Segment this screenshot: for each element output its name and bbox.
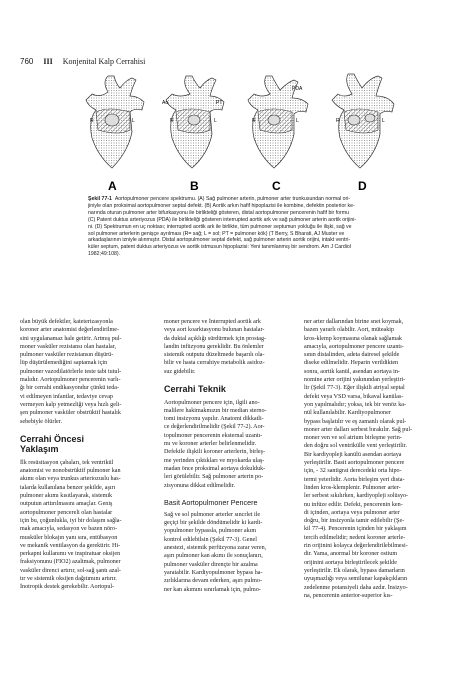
page-number: 760 [20,57,34,66]
label-ao-b: Ao [162,100,169,106]
label-l-a: L [132,118,135,124]
body-line: zedelenme potansiyeli daha azdır. İnsizyo- [304,584,408,591]
caption-line: (C) Patent duktus arteriyozus (PDA) ile birlikteliği gösteren interrupted aortik ark ve sağ pulmoner arterin aortik orijini- [88,216,357,223]
body-line: olan büyük defektler, kateterizasyonla [20,319,113,325]
body-line: yerleştirilir. Basit aortopulmoner pencere [304,460,405,467]
body-line: landin infüzyonu gereklidir. Bu önlemler [164,343,264,350]
body-line: veya aort koarktasyonu bulunan hastalar- [164,327,265,334]
aortopulmonary-window-illustration [78,72,408,192]
body-line: nominе arter orijini yakınından yerleştiri- [304,377,406,384]
body-line: moner pencere ve İnterrupted aortik ark [164,319,261,325]
section-heading: Yaklaşım [20,444,59,455]
text-column-3 [304,318,432,600]
caption-text: Aortopulmoner pencere spektrumu. (A) Sağ pulmoner arterin, pulmoner arter trunkusundan normal ori- [114,196,351,202]
body-line: ve mekanik ventilasyon da gerektirir. Hi- [20,542,121,549]
body-line: sonra, aortik kanül, asendan aortaya in- [304,368,400,375]
label-l-d: L [382,118,385,124]
body-line: sini uygulanamaz hale getirir. Artmış pul- [20,335,122,342]
body-line: moner ven ve sol atrium birleşme yerin- [304,435,402,442]
label-r-c: R [252,118,256,124]
body-line: için, - 32 santigrat derecedeki orta hipo- [304,468,402,475]
body-line: malilere hakimakmızın bir median sterno- [164,407,267,414]
body-line: ğı bir cerrahi endikasyondur çünkü teda- [20,385,119,392]
body-line: vi edilmeyen infantlar, tedaviye cevap [20,393,113,400]
body-line: geçiçi bir şekilde döndümelidir ki kardi- [164,520,263,527]
caption-line: sol pulmoner arterlerin genişçe ayrılması (R= sağ; L = sol; PT = pulmoner kök) (T Berry, S Bharati, AJ Muster ve [88,230,345,237]
body-line: nül kullanılabilir. Kardiyopulmoner [304,410,391,417]
label-r-b: R [170,118,174,124]
panel-label-b: B [190,179,199,192]
caption-line: jiniyle olan proksimal aortopulmoner septal defekt. (B) Aortik arkın hafif hipoplazisi ile kombine, defektin posterior ke- [88,202,355,209]
body-line: da duktal açıklığı sürdürmek için prostag- [164,335,267,342]
body-line: nu infüze edilir. Defekt, pencerenin ken- [304,501,403,508]
body-line: bazen yararlı olabilir. Aort, müteakip [304,327,395,334]
body-line: termi yeterlidir. Aorta birleşim yeri dista- [304,476,405,483]
body-line: na, pencerenin anterior-superior kıs- [304,592,393,599]
caption-line: küler septum, patent duktus arteriyozus ve aortik istmusun hipoplazisi: Yeni tanımlanmış bir sendrom. Am J Cardiol [88,244,351,251]
body-line: yon yapılmalıdır; yoksa, tek bir venöz ka- [304,401,407,408]
body-line: için bu, çoğunlukla, iyi bir dolaşım sağla- [20,517,122,524]
body-line: uyuşmazlığı veya semilunar kapakçıkların [304,576,408,583]
body-line: ce değerlendirilmelidir (Şekil 77-2). Aor- [164,424,265,431]
body-line: doğru, bir insizyonla tamir edilebilir (Şe- [304,518,405,525]
caption-line: arkadaşlarının izniyle alınmıştır. Distal aortopulmoner septal defekt, sağ pulmoner arterin aortik orijini, intakt ventri- [88,237,351,244]
body-line: rin orijinini kolayca değerlendirilebilmesi- [304,543,408,550]
label-r-d: R [336,118,340,124]
label-pt-b: PT [216,100,223,106]
body-line: ner arter dallarından birine snet koymak, [304,319,404,325]
panel-label-d: D [358,179,367,192]
body-line: ler serbest sıkılırken, kardiyopleji solüsyo- [304,493,409,500]
body-line: pulmoner akımı kısıtlayarak, sistemik [20,493,113,500]
body-line: defekt veya VSD varsa, bikaval kanülas- [304,393,404,400]
body-line: yerleştirilir. Ek olarak, bypass damarların [304,567,405,574]
body-line: leri görülebilir. Sağ pulmoner arterin po- [164,474,264,481]
body-line: Bir kardiyopleji kanülü asendan aortaya [304,451,402,458]
body-line: pulmoner vasküler dirençte bir azalma [164,561,258,568]
body-line: amacıyla, aortopulmoner pencere uzantı- [304,343,404,350]
heart-drawing-b [162,76,224,168]
body-line: kontrol edilebilsin (Şekil 77-3). Genel [164,536,257,543]
body-line: suz gidebilir. [164,368,196,375]
body-line: diseke edilmelidir. Heparin verildikten [304,360,399,367]
section-heading: Cerrahi Öncesi [20,433,85,444]
body-line: şen pulmoner vasküler obstrüktif hastalık [20,410,121,417]
body-line: bilir ve hasta cerrahiye metabolik asidoz- [164,360,265,367]
body-line: malıdır. Aortopulmoner pencerenin varlı- [20,377,121,384]
body-line: madan önce proksimal aortaya dokulduk- [164,465,266,472]
body-line: Sağ ve sol pulmoner arterler sıncrlet ile [164,511,261,518]
body-line: ner kan akımını sınırlamak için, pulmo- [164,586,261,593]
body-line: talarda kullanılana benzer şekilde, aşırı [20,484,116,491]
label-r-a: R [90,118,94,124]
body-line: tomi insizyonu yapılır. Anatomi dikkatli- [164,416,264,423]
body-line: Aortopulmoner pencere için, ilgili ano- [164,399,260,406]
body-line: orijinini aortaya birleştirilecek şekilde [304,559,397,566]
body-line: sının distalinden, adeta dairesel şekilde [304,352,400,359]
body-line: kros-klemp koymasına olanak sağlamak [304,335,402,342]
body-line: topulmoner pencerenin eksternal uzantı- [164,432,263,439]
running-head [20,57,145,66]
body-line: kil 77-4). Pencerenin içinden bir yaklaşım [304,526,407,533]
caption-line: narında oturan pulmoner arter bifurkasyonu ile birlikteliği gösteren, distal aortopulmoner pencerenin hafif bir formu [88,209,349,216]
part-number: III [43,57,53,66]
body-line: zisyonuna dikkat edilmelidir. [164,482,235,489]
body-line: aşırı pulmoner kan akımı ile sonuçlanırı, [164,553,263,560]
body-line: akımı olan veya trunkus arteriozuslu has- [20,476,121,483]
body-line: vasküler direnci artırır, sol-sağ şantı azal- [20,567,121,574]
body-line: den doğru sol ventrikülle vent yerleştirilir. [304,443,407,450]
heart-drawing-a [86,76,144,168]
body-line: Defektle ilişkili koroner arterlerin, birleş- [164,449,266,456]
body-line: koroner arter anatomisi değerlendirilme- [20,327,119,334]
body-line: moner arter dalları serbest bırakılır. Sağ pul- [304,426,413,433]
text-column-2 [164,318,291,594]
body-line: yopulmoner bypassla, pulmoner akım [164,528,257,535]
body-line: musküler blokajın yanı sıra, entübasyon [20,534,118,541]
body-line: linden kros-klemplenir. Pulmoner arter- [304,484,401,491]
figure-caption [88,196,406,258]
body-line: di içinden, aortaya veya pulmoner arter [304,509,400,516]
body-line: pulmoner vazodilatörlerle teste tabi tutul- [20,368,122,375]
body-line: bypass başlatılır ve eş zamanlı olarak pul- [304,418,407,425]
body-line: İnotropik destek gerekebilir. Aortopul- [20,584,115,591]
body-line: pulmoner vasküler rezistansın düşürü- [20,352,114,359]
body-line: aortopulmoner pencereli olan hastalar [20,509,113,516]
body-line: tır ve sistemik oksijen dağıtımını artırır. [20,576,117,583]
subsection-heading: Basit Aortopulmoner Pencere [164,497,258,507]
body-line: İlk resüsitasyon çabaları, tek ventrikül [20,459,114,466]
heart-drawing-d [332,74,394,168]
figure-77-1 [78,72,408,192]
body-line: anestezi, sistemik perfüzyona zarar veren, [164,545,267,552]
body-line: moner vasküler rezistansı olan hastalar, [20,343,117,350]
caption-line [88,196,406,203]
body-line: zırlıklarına devam ederken, aşırı pulmo- [164,578,262,585]
body-line: lüp düşürülemediğini saptamak için [20,360,108,367]
body-line: yaratabilir. Kardiyopulmoner bypass ha- [164,569,263,576]
chapter-title: Konjenital Kalp Cerrahisi [62,57,146,66]
panel-label-c: C [272,179,281,192]
label-l-c: L [296,118,299,124]
body-line: dir. Yama, anormal bir koroner ostium [304,551,398,558]
body-line: perkapni kullanımı ve inspiratuar oksijen [20,551,121,558]
body-line: mı ve koroner arterler belirlenmelidir. [164,441,257,448]
panel-label-a: A [108,179,117,192]
caption-line: ni. (D) Spektrumun en uç noktası; interrupted aortik ark ile birlikte, tüm pulmoner septumun yokluğu ile ilişki, sağ ve [88,223,352,230]
label-pda-c: PDA [292,86,303,92]
section-heading: Cerrahi Teknik [164,384,226,395]
body-line: anatomisi ve nonobstrüktif pulmoner kan [20,468,121,475]
body-line: outputun arttırılmasını amaçlar. Geniş [20,501,113,508]
body-line: sebebiyle ölürler. [20,418,62,425]
label-l-b: L [214,118,217,124]
body-line: vermeyen kalp yetmezliği veya hızlı geli- [20,401,122,408]
body-line: lir (Şekil 77-3). Eğer ilişkili atriyal septal [304,385,405,392]
heart-drawing-c [248,76,308,168]
body-line: mak amacıyla, sedasyon ve bazen nöro- [20,526,118,533]
caption-line: 1982;49:108). [88,251,121,258]
text-column-1 [20,318,146,592]
body-line: sistemik outputu düzeltmede başarılı ola- [164,352,265,359]
body-line: fraksiyonunu (FIO2) azaltmak, pulmoner [20,559,121,566]
body-line: tercih edilmelidir; nedeni koroner arterle- [304,534,406,541]
caption-label: Şekil 77-1 [88,196,112,202]
body-line: me yerinden çıktıkları ve myokarda ulaş- [164,457,265,464]
